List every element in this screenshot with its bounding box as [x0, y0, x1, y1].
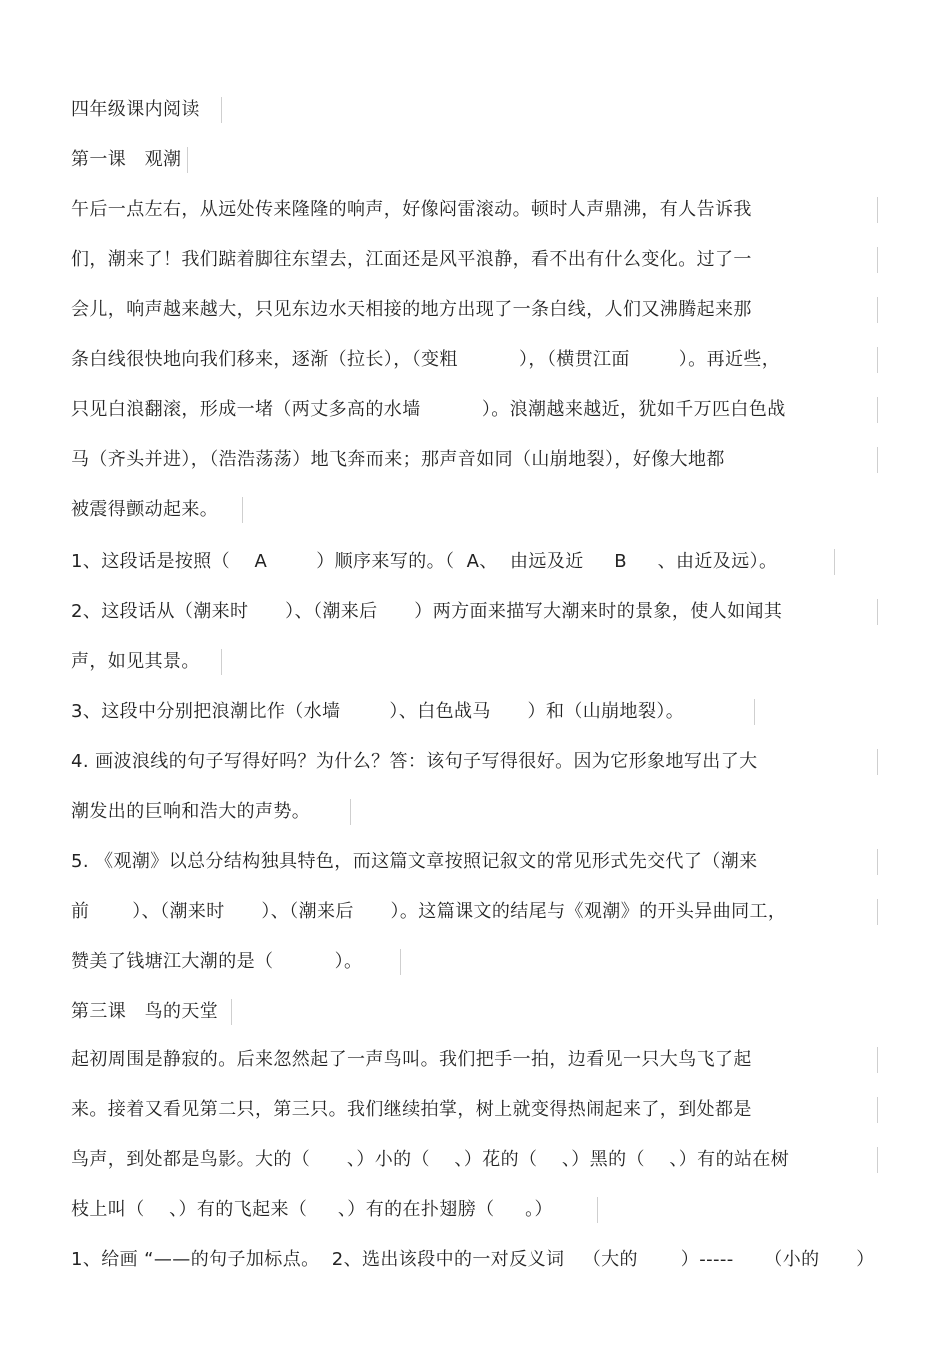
passage-line: 午后一点左右，从远处传来隆隆的响声，好像闷雷滚动。顿时人声鼎沸，有人告诉我 — [71, 199, 752, 220]
question-line: 4. 画波浪线的句子写得好吗？为什么？答：该句子写得很好。因为它形象地写出了大 — [71, 751, 758, 772]
passage-line: 条白线很快地向我们移来，逐渐（拉长），（变粗 ），（横贯江面 ）。再近些， — [71, 349, 781, 370]
passage-line: 枝上叫（ 、）有的飞起来（ 、）有的在扑翅膀（ 。） — [71, 1199, 553, 1220]
margin-rule — [877, 397, 878, 423]
lesson-heading: 第三课 鸟的天堂 — [71, 1001, 219, 1022]
question-line: 5. 《观潮》以总分结构独具特色，而这篇文章按照记叙文的常见形式先交代了（潮来 — [71, 851, 758, 872]
margin-rule — [400, 949, 401, 975]
margin-rule — [597, 1197, 598, 1223]
question-line: 赞美了钱塘江大潮的是（ ）。 — [71, 951, 363, 972]
doc-title: 四年级课内阅读 — [71, 99, 200, 120]
passage-line: 会儿，响声越来越大，只见东边水天相接的地方出现了一条白线，人们又沸腾起来那 — [71, 299, 752, 320]
question-line: 前 ）、（潮来时 ）、（潮来后 ）。这篇课文的结尾与《观潮》的开头异曲同工， — [71, 901, 787, 922]
passage-line: 马（齐头并进），（浩浩荡荡）地飞奔而来；那声音如同（山崩地裂），好像大地都 — [71, 449, 725, 470]
margin-rule — [877, 347, 878, 373]
margin-rule — [877, 297, 878, 323]
question-line: 2、这段话从（潮来时 ）、（潮来后 ）两方面来描写大潮来时的景象，使人如闻其 — [71, 601, 783, 622]
margin-rule — [877, 247, 878, 273]
margin-rule — [877, 1097, 878, 1123]
passage-line: 起初周围是静寂的。后来忽然起了一声鸟叫。我们把手一拍，边看见一只大鸟飞了起 — [71, 1049, 752, 1070]
margin-rule — [834, 549, 835, 575]
lesson-heading: 第一课 观潮 — [71, 149, 182, 170]
margin-rule — [187, 147, 188, 173]
margin-rule — [877, 599, 878, 625]
passage-line: 被震得颤动起来。 — [71, 499, 219, 520]
margin-rule — [877, 1047, 878, 1073]
question-line: 1、这段话是按照（ A ）顺序来写的。（ A、 由远及近 B 、由近及远）。 — [71, 551, 778, 572]
margin-rule — [231, 999, 232, 1025]
margin-rule — [221, 649, 222, 675]
question-line: 1、给画 “——的句子加标点。 2、选出该段中的一对反义词 （大的 ）----- （小的 ） — [71, 1249, 875, 1270]
margin-rule — [877, 447, 878, 473]
margin-rule — [221, 97, 222, 123]
question-line: 潮发出的巨响和浩大的声势。 — [71, 801, 311, 822]
margin-rule — [877, 849, 878, 875]
passage-line: 来。接着又看见第二只，第三只。我们继续拍掌，树上就变得热闹起来了，到处都是 — [71, 1099, 752, 1120]
margin-rule — [877, 899, 878, 925]
passage-line: 只见白浪翻滚，形成一堵（两丈多高的水墙 ）。浪潮越来越近，犹如千万匹白色战 — [71, 399, 786, 420]
margin-rule — [877, 1147, 878, 1173]
margin-rule — [754, 699, 755, 725]
margin-rule — [877, 749, 878, 775]
question-line: 3、这段中分别把浪潮比作（水墙 ）、白色战马 ）和（山崩地裂）。 — [71, 701, 685, 722]
margin-rule — [877, 197, 878, 223]
passage-line: 们，潮来了！我们踮着脚往东望去，江面还是风平浪静，看不出有什么变化。过了一 — [71, 249, 752, 270]
margin-rule — [350, 799, 351, 825]
passage-line: 鸟声，到处都是鸟影。大的（ 、）小的（ 、）花的（ 、）黑的（ 、）有的站在树 — [71, 1149, 790, 1170]
margin-rule — [242, 497, 243, 523]
question-line: 声，如见其景。 — [71, 651, 200, 672]
